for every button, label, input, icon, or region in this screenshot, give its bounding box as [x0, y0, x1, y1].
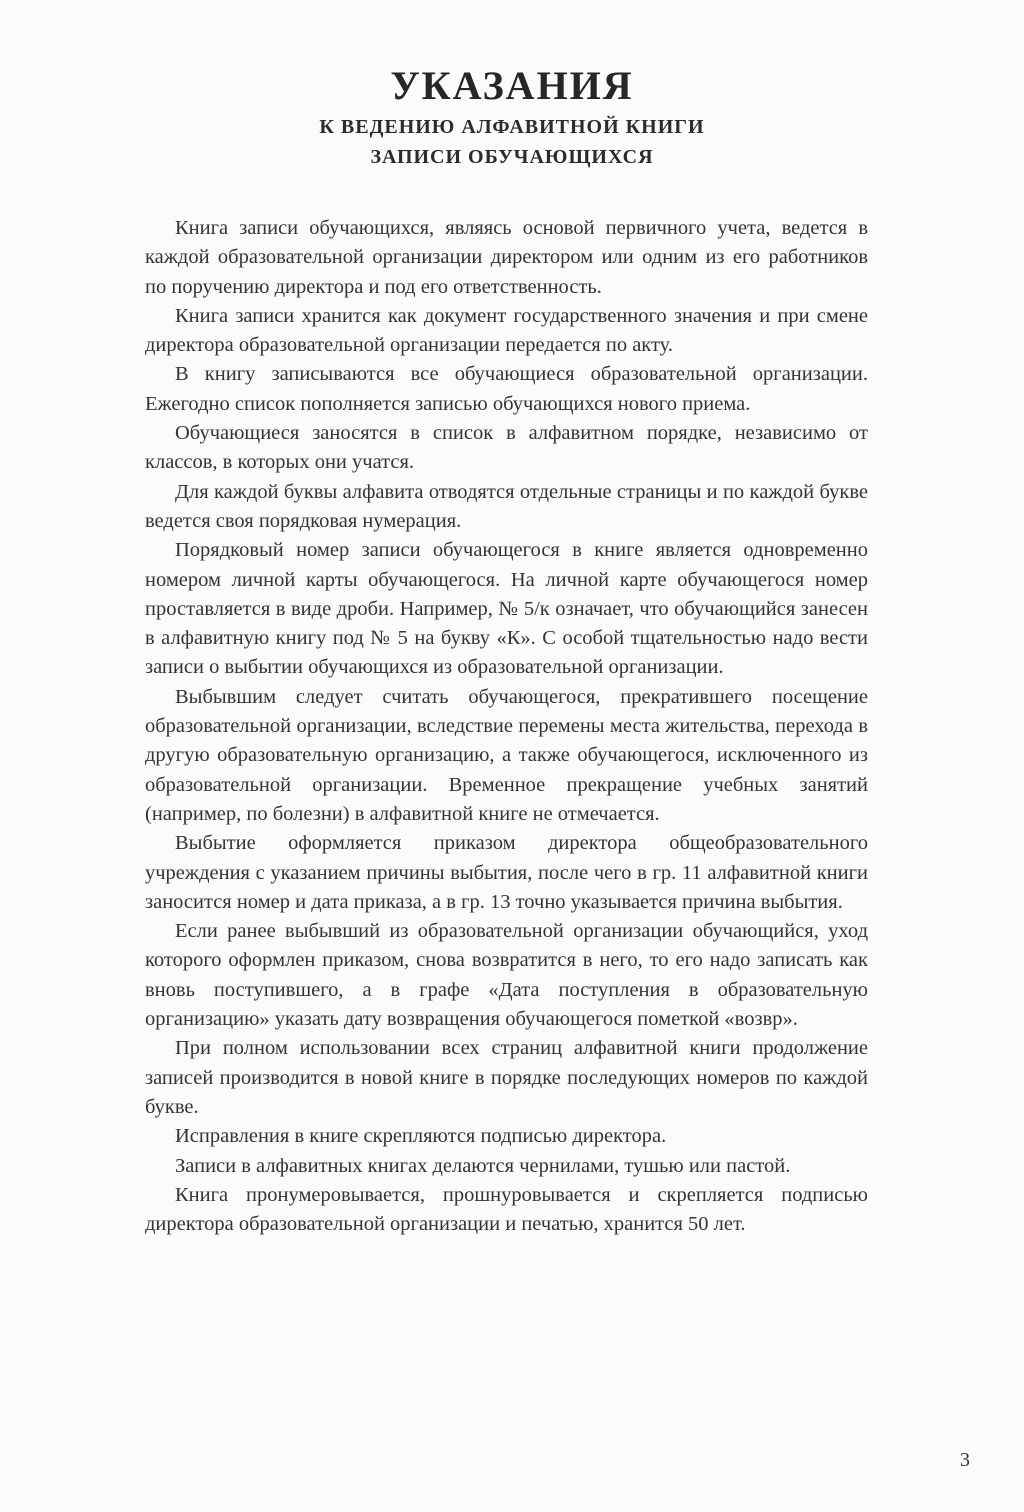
paragraph: При полном использовании всех страниц алфавитной книги продолжение записей производится в новой книге в порядке последующих номеров по каждой букве.: [145, 1037, 868, 1118]
paragraph: В книгу записываются все обучающиеся образовательной организации. Ежегодно список пополняется записью обучающихся нового приема.: [145, 363, 868, 415]
paragraph: Исправления в книге скрепляются подписью директора.: [175, 1125, 667, 1148]
paragraph: Обучающиеся заносятся в список в алфавитном порядке, независимо от классов, в которых они учатся.: [145, 422, 868, 474]
paragraph: Для каждой буквы алфавита отводятся отдельные страницы и по каждой букве ведется своя порядковая нумерация.: [145, 480, 868, 532]
page-number: 3: [960, 1449, 970, 1471]
paragraph: Выбытие оформляется приказом директора общеобразовательного учреждения с указанием причины выбытия, после чего в гр. 11 алфавитной книги заносится номер и дата приказа, а в гр. 13 точно указывается причина выбытия.: [145, 832, 868, 913]
document-body: [145, 214, 868, 1239]
page-title: УКАЗАНИЯ: [390, 63, 634, 108]
paragraph: Если ранее выбывший из образовательной организации обучающийся, уход которого оформлен приказом, снова возвратится в него, то его надо записать как вновь поступившего, а в графе «Дата поступления в образовательную организацию» указать дату возвращения обучающегося пометкой «возвр».: [145, 920, 868, 1031]
paragraph: Порядковый номер записи обучающегося в книге является одновременно номером личной карты обучающегося. На личной карте обучающегося номер проставляется в виде дроби. Например, № 5/к означает, что обучающийся занесен в алфавитную книгу под № 5 на букву «К». С особой тщательностью надо вести записи о выбытии обучающихся из образовательной организации.: [145, 539, 868, 679]
paragraph: Книга записи хранится как документ государственного значения и при смене директора образовательной организации передается по акту.: [145, 304, 868, 357]
page-subtitle-line-2: ЗАПИСИ ОБУЧАЮЩИХСЯ: [370, 146, 654, 168]
paragraph: Книга пронумеровывается, прошнуровывается и скрепляется подписью директора образовательной организации и печатью, хранится 50 лет.: [145, 1183, 868, 1236]
paragraph: Выбывшим следует считать обучающегося, прекратившего посещение образовательной организации, вследствие перемены места жительства, перехода в другую образовательную организацию, а также обучающегося, исключенного из образовательной организации. Временное прекращение учебных занятий (например, по болезни) в алфавитной книге не отмечается.: [145, 685, 868, 825]
paragraph: Записи в алфавитных книгах делаются чернилами, тушью или пастой.: [175, 1154, 791, 1177]
page-subtitle-line-1: К ВЕДЕНИЮ АЛФАВИТНОЙ КНИГИ: [319, 116, 705, 138]
paragraph: Книга записи обучающихся, являясь основой первичного учета, ведется в каждой образовательной организации директором или одним из его работников по поручению директора и под его ответственность.: [145, 217, 868, 298]
